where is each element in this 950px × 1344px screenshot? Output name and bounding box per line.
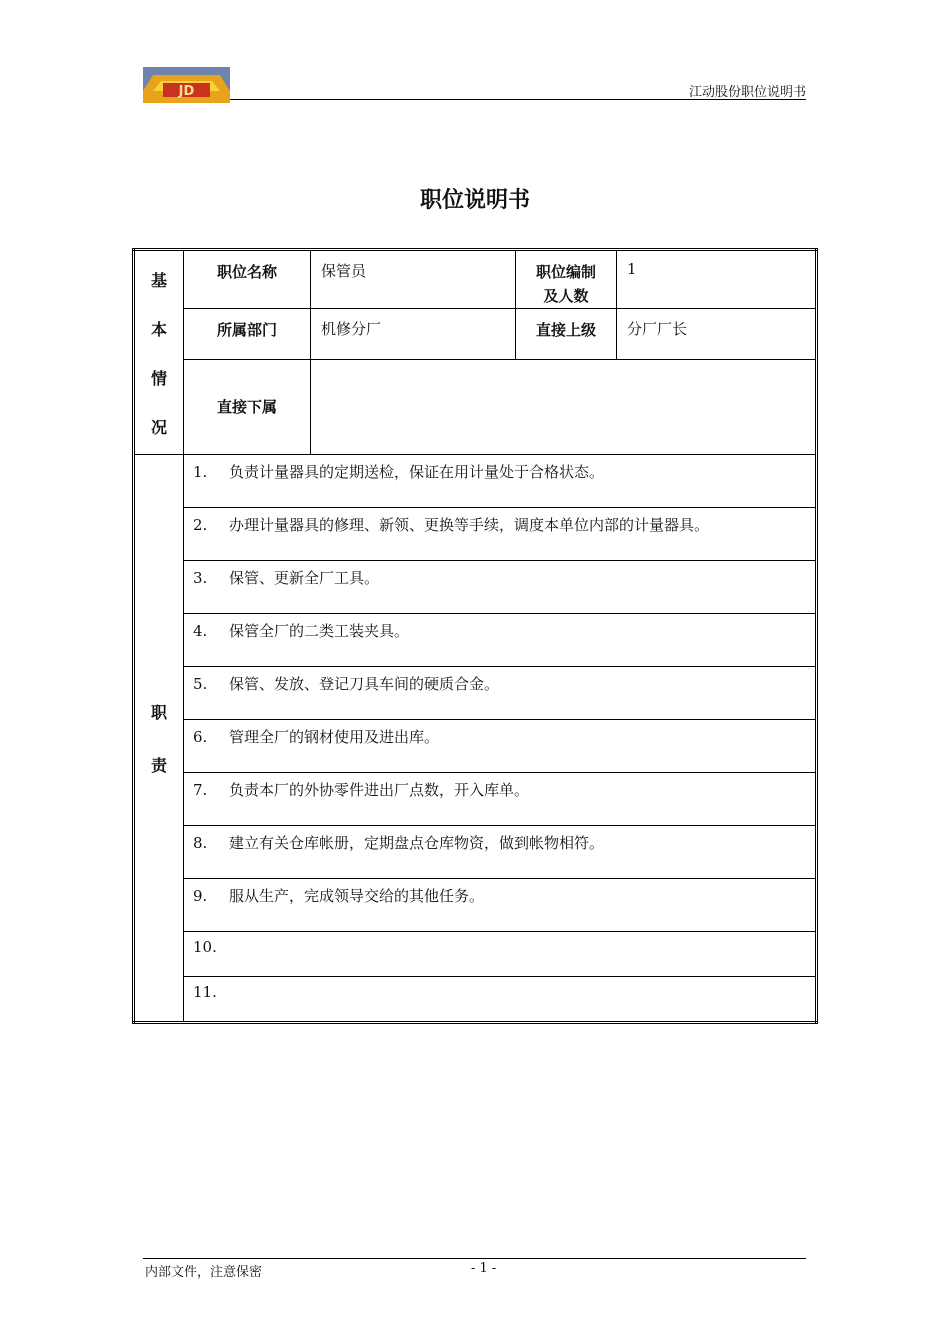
duty-item-5: 5. 保管、发放、登记刀具车间的硬质合金。 (184, 667, 817, 720)
page-title: 职位说明书 (419, 188, 530, 213)
superior-value: 分厂厂长 (617, 309, 817, 360)
department-value: 机修分厂 (311, 309, 516, 360)
duty-item-9: 9. 服从生产，完成领导交给的其他任务。 (184, 879, 817, 932)
duty-item-8: 8. 建立有关仓库帐册，定期盘点仓库物资，做到帐物相符。 (184, 826, 817, 879)
duties-section-label: 职 责 (134, 455, 184, 1023)
duty-item-10: 10. (184, 932, 817, 977)
job-description-table (132, 248, 818, 1024)
subordinate-value (311, 360, 817, 455)
duty-item-1: 1. 负责计量器具的定期送检，保证在用计量处于合格状态。 (184, 455, 817, 508)
footer-rule (143, 1258, 806, 1259)
headcount-label: 职位编制 及人数 (516, 250, 617, 309)
header-doc-title: 江动股份职位说明书 (688, 85, 806, 100)
footer-confidential-note: 内部文件，注意保密 (145, 1265, 263, 1280)
duty-item-7: 7. 负责本厂的外协零件进出厂点数，开入库单。 (184, 773, 817, 826)
basic-info-section-label: 基 本 情 况 (134, 250, 184, 455)
page-number: - 1 - (471, 1261, 497, 1276)
department-label: 所属部门 (184, 309, 311, 360)
company-logo (143, 67, 230, 103)
position-name-label: 职位名称 (184, 250, 311, 309)
superior-label: 直接上级 (516, 309, 617, 360)
duty-item-11: 11. (184, 977, 817, 1023)
duty-item-3: 3. 保管、更新全厂工具。 (184, 561, 817, 614)
duty-item-4: 4. 保管全厂的二类工装夹具。 (184, 614, 817, 667)
logo-text: JD (178, 84, 195, 99)
position-name-value: 保管员 (311, 250, 516, 309)
duty-item-2: 2. 办理计量器具的修理、新领、更换等手续，调度本单位内部的计量器具。 (184, 508, 817, 561)
duty-item-6: 6. 管理全厂的钢材使用及进出库。 (184, 720, 817, 773)
headcount-value: 1 (617, 250, 817, 309)
subordinate-label: 直接下属 (184, 360, 311, 455)
